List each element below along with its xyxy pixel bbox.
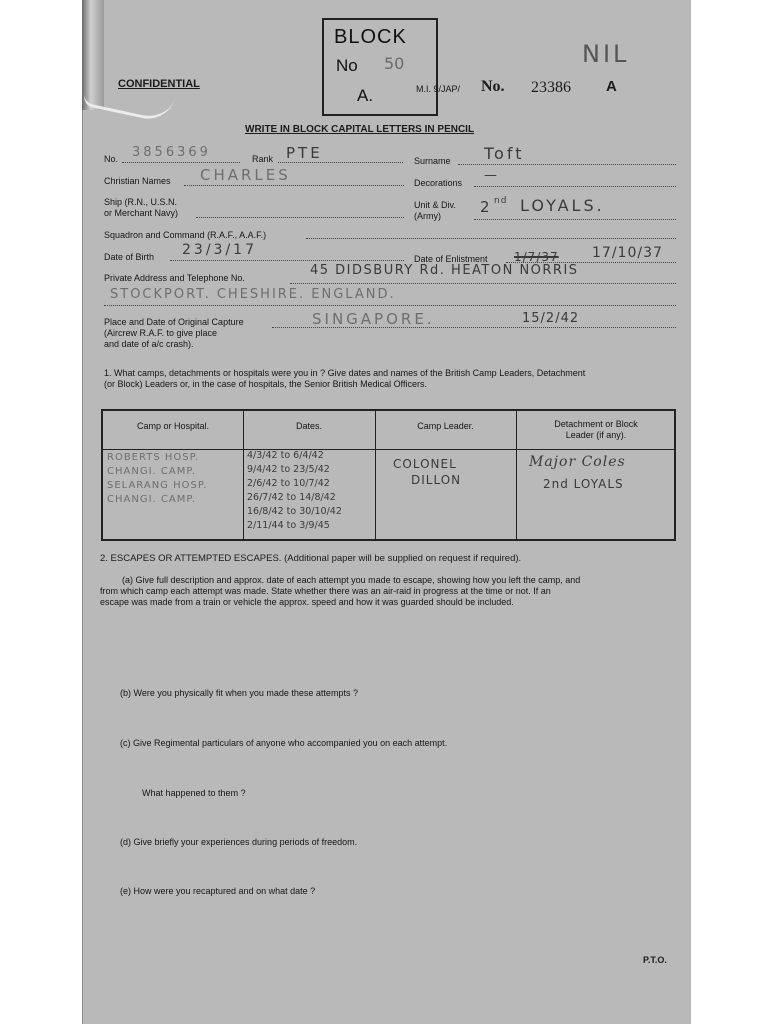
ship-label-line1: Ship (R.N., U.S.N. xyxy=(104,197,178,207)
block-stamp-no-value: 50 xyxy=(384,54,405,73)
unit-value: LOYALS. xyxy=(520,196,605,215)
dob-value: 23/3/17 xyxy=(182,242,257,258)
christian-names-label: Christian Names xyxy=(104,176,171,186)
date-entry: 2/6/42 to 10/7/42 xyxy=(247,478,330,489)
question-2a-line1: (a) Give full description and approx. date of each attempt you made to escape, showing how you left the camp, and xyxy=(122,575,581,585)
squadron-line xyxy=(306,238,676,239)
unit-label-line2: (Army) xyxy=(414,211,441,221)
date-entry: 4/3/42 to 6/4/42 xyxy=(247,450,324,461)
dob-label: Date of Birth xyxy=(104,252,155,262)
rank-line xyxy=(278,162,403,163)
date-entry: 2/11/44 to 3/9/45 xyxy=(247,520,330,531)
unit-line xyxy=(474,219,676,220)
rank-label: Rank xyxy=(252,154,274,164)
camp-entry: ROBERTS HOSP. xyxy=(107,452,200,463)
camp-leader-line2: DILLON xyxy=(411,473,462,487)
dob-line xyxy=(170,260,404,261)
camp-entry: SELARANG HOSP. xyxy=(107,480,208,491)
address-line-2 xyxy=(104,305,676,306)
date-entry: 9/4/42 to 23/5/42 xyxy=(247,464,330,475)
capture-label-line3: and date of a/c crash). xyxy=(104,339,194,349)
address-line-1 xyxy=(290,283,676,284)
service-no-value: 3856369 xyxy=(132,145,211,160)
question-2d: (d) Give briefly your experiences during periods of freedom. xyxy=(120,837,358,847)
surname-line xyxy=(458,164,676,165)
detachment-leader-line1: Major Coles xyxy=(529,454,626,470)
decorations-line xyxy=(474,186,676,187)
date-entry: 26/7/42 to 14/8/42 xyxy=(247,492,336,503)
enlistment-struck-value: 1/7/37 xyxy=(514,250,559,264)
question-2e: (e) How were you recaptured and on what date ? xyxy=(120,886,316,896)
christian-names-value: CHARLES xyxy=(200,166,291,184)
header-detachment-leader-line2: Leader (if any). xyxy=(565,430,627,440)
table-header-divider xyxy=(103,449,674,450)
camp-entry: CHANGI. CAMP. xyxy=(107,466,196,477)
date-entry: 16/8/42 to 30/10/42 xyxy=(247,506,342,517)
question-2c-followup: What happened to them ? xyxy=(142,788,246,798)
surname-value: Toft xyxy=(484,144,525,163)
camp-leader-line1: COLONEL xyxy=(393,457,457,471)
enlistment-value: 17/10/37 xyxy=(592,245,663,261)
surname-label: Surname xyxy=(414,156,451,166)
block-stamp-letter: A. xyxy=(357,86,374,105)
unit-label-line1: Unit & Div. xyxy=(414,200,456,210)
unit-value-number: 2 xyxy=(480,198,493,216)
decorations-value: — xyxy=(484,168,500,183)
decorations-label: Decorations xyxy=(414,178,463,188)
question-2a-line2: from which camp each attempt was made. State whether there was an air-raid in progress at the time or not. If an xyxy=(100,586,551,596)
service-no-line xyxy=(122,162,240,163)
capture-label-line2: (Aircrew R.A.F. to give place xyxy=(104,328,218,338)
form-number-value: 23386 xyxy=(531,79,571,96)
squadron-label: Squadron and Command (R.A.F., A.A.F.) xyxy=(104,230,267,240)
camps-table xyxy=(101,409,676,541)
question-2c: (c) Give Regimental particulars of anyone who accompanied you on each attempt. xyxy=(120,738,448,748)
address-value-line1: 45 DIDSBURY Rd. HEATON NORRIS xyxy=(310,263,579,278)
ship-label-line2: or Merchant Navy) xyxy=(104,208,179,218)
question-2b: (b) Were you physically fit when you made these attempts ? xyxy=(120,688,358,698)
header-camp-or-hospital: Camp or Hospital. xyxy=(136,421,210,431)
header-camp-leader: Camp Leader. xyxy=(417,421,474,431)
detachment-leader-line2: 2nd LOYALS xyxy=(543,477,624,491)
block-stamp-word: BLOCK xyxy=(334,26,407,48)
block-stamp-no-label: No xyxy=(336,56,358,75)
capture-place-value: SINGAPORE. xyxy=(312,310,435,328)
form-instruction: WRITE IN BLOCK CAPITAL LETTERS IN PENCIL xyxy=(245,124,475,135)
mi-reference: M.I. 9/JAP/ xyxy=(416,84,461,94)
question-1-line1: 1. What camps, detachments or hospitals were you in ? Give dates and names of the British Camp Leaders, Detachment xyxy=(104,368,586,378)
question-1-line2: (or Block) Leaders or, in the case of hospitals, the Senior British Medical Officers. xyxy=(104,379,427,389)
question-2-title: 2. ESCAPES OR ATTEMPTED ESCAPES. (Additional paper will be supplied on request if required). xyxy=(100,553,522,564)
pto-note: P.T.O. xyxy=(643,955,667,965)
enlistment-label: Date of Enlistment xyxy=(414,254,488,264)
header-detachment-leader-line1: Detachment or Block xyxy=(554,419,638,429)
address-value-line2: STOCKPORT. CHESHIRE. ENGLAND. xyxy=(110,287,396,302)
header-dates: Dates. xyxy=(295,421,322,431)
christian-names-line xyxy=(184,185,404,186)
capture-label-line1: Place and Date of Original Capture xyxy=(104,317,244,327)
form-number-label: No. xyxy=(481,78,505,95)
ship-line xyxy=(196,217,404,218)
question-2a-line3: escape was made from a train or vehicle the approx. speed and how it was guarded should be included. xyxy=(100,597,514,607)
confidential-label: CONFIDENTIAL xyxy=(118,78,200,90)
rank-value: PTE xyxy=(286,144,323,162)
unit-value-superscript: nd xyxy=(494,196,508,206)
service-no-label: No. xyxy=(104,154,119,164)
capture-date-value: 15/2/42 xyxy=(522,311,580,326)
camp-entry: CHANGI. CAMP. xyxy=(107,494,196,505)
form-suffix: A xyxy=(606,78,617,95)
address-label: Private Address and Telephone No. xyxy=(104,273,245,283)
nil-annotation: NIL xyxy=(582,40,630,68)
